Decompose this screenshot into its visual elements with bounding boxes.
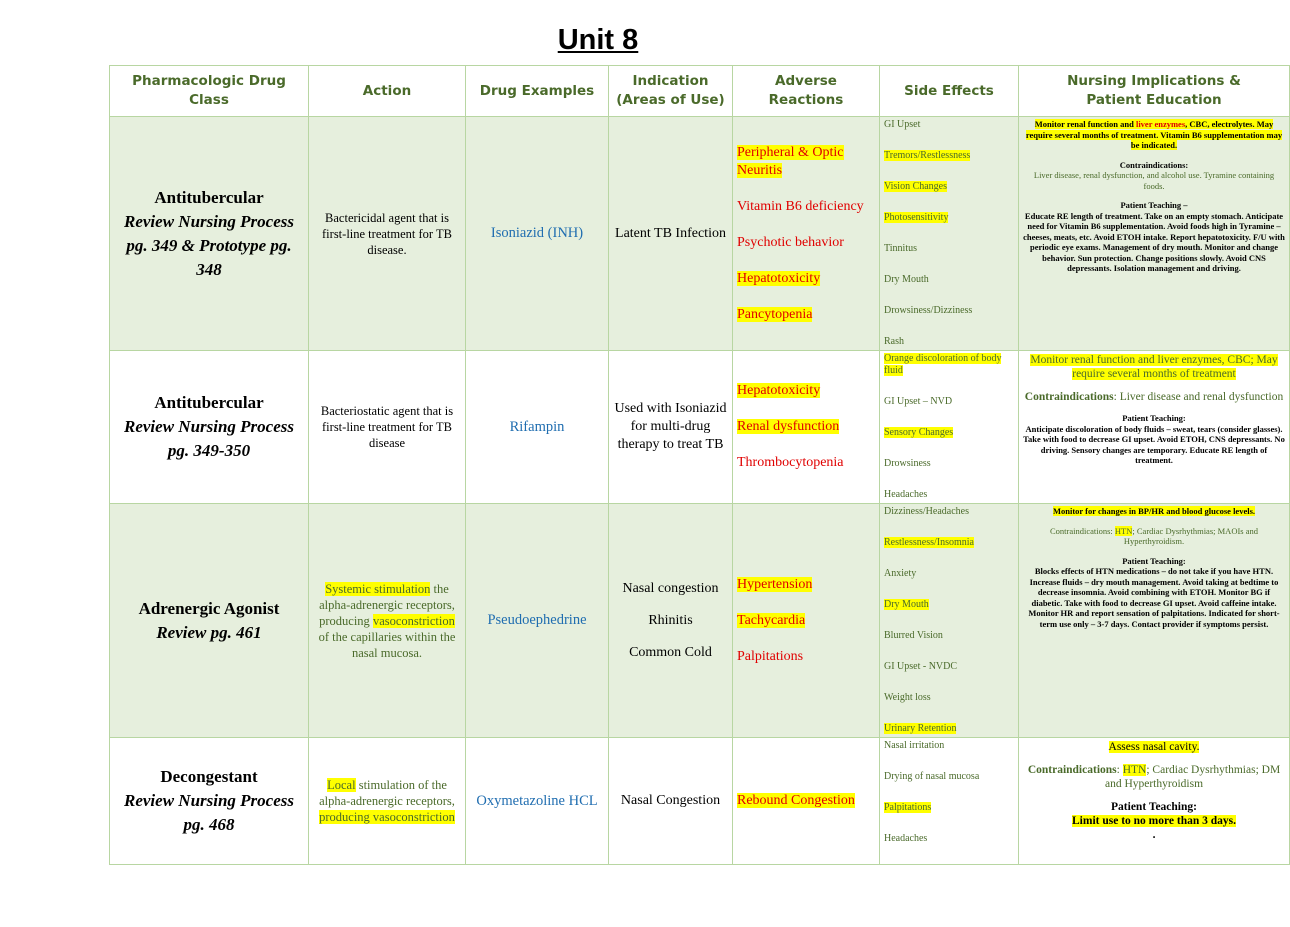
- monitoring-note: Monitor renal function and liver enzymes, CBC; May require several months of treatment: [1030, 354, 1278, 380]
- drug-class-name: Adrenergic Agonist: [138, 598, 280, 618]
- side-effect-item: Dizziness/Headaches: [884, 506, 969, 517]
- adverse-reaction-item: Palpitations: [737, 648, 804, 664]
- nursing-implications-cell: [1019, 117, 1290, 351]
- drug-class-reference: Review pg. 461: [156, 622, 262, 642]
- adverse-reaction-item: Hepatotoxicity: [737, 270, 821, 286]
- side-effect-item: GI Upset: [884, 119, 921, 130]
- monitoring-note: Monitor renal function and liver enzymes, CBC, electrolytes. May require several months of treatment. Vitamin B6 supplementation may be indicated.: [1025, 119, 1283, 150]
- adverse-reaction-item: Vitamin B6 deficiency: [737, 198, 864, 214]
- side-effect-item: Photosensitivity: [884, 212, 949, 223]
- drug-table-container: [109, 65, 1285, 855]
- side-effect-item: Rash: [884, 336, 904, 347]
- header-action: Action: [309, 66, 466, 117]
- drug-example-cell: Pseudoephedrine: [466, 504, 609, 738]
- adverse-reaction-item: Rebound Congestion: [737, 793, 855, 808]
- adverse-reaction-item: Thrombocytopenia: [737, 455, 844, 470]
- side-effect-item: Urinary Retention: [884, 723, 957, 734]
- indication-item: Rhinitis: [648, 612, 693, 628]
- action-cell: Local stimulation of the alpha-adrenergic receptors, producing vasoconstriction: [309, 738, 466, 865]
- page-title: Unit 8: [557, 24, 639, 56]
- nursing-implications-cell: [1019, 351, 1290, 504]
- table-row: [110, 351, 1290, 504]
- drug-class-reference: Review Nursing Process pg. 349-350: [124, 417, 294, 460]
- drug-example-cell: Rifampin: [466, 351, 609, 504]
- nursing-implications-cell: [1019, 504, 1290, 738]
- indication-cell: [609, 117, 733, 351]
- monitoring-note: Monitor for changes in BP/HR and blood glucose levels.: [1052, 506, 1256, 516]
- patient-teaching-note: Patient Teaching: Anticipate discoloration of body fluids – sweat, tears (consider glasses). Take with food to decrease GI upset. Avoid ETOH, CNS depressants. No driving. Sensory changes are temporary. Educate RE length of treatment.: [1023, 413, 1285, 465]
- drug-class-cell: [110, 117, 309, 351]
- drug-example-cell: Isoniazid (INH): [466, 117, 609, 351]
- drug-example-cell: Oxymetazoline HCL: [466, 738, 609, 865]
- adverse-reaction-item: Renal dysfunction: [737, 419, 840, 434]
- table-row: [110, 738, 1290, 865]
- side-effect-item: Drying of nasal mucosa: [884, 771, 980, 782]
- contraindications-note: Contraindications: Liver disease and renal dysfunction: [1024, 391, 1284, 403]
- patient-teaching-note: Patient Teaching – Educate RE length of treatment. Take on an empty stomach. Anticipate need for Vitamin B6 supplementation. Avoid foods high in Tyramine – cheeses, meats, etc. Avoid ETOH intake. Report hepatotoxicity. F/U with periodic eye exams. Management of dry mouth. Monitor and change behavior. Sun protection. Change positions slowly. Avoid CNS depressants. Isolation management and driving.: [1023, 200, 1285, 273]
- side-effect-item: Palpitations: [884, 802, 932, 813]
- side-effect-item: Headaches: [884, 833, 928, 844]
- header-row: [110, 66, 1290, 117]
- indication-item: Latent TB Infection: [615, 225, 726, 241]
- monitoring-note: Assess nasal cavity.: [1108, 741, 1200, 753]
- drug-class-name: Antitubercular: [154, 187, 264, 207]
- drug-class-cell: [110, 738, 309, 865]
- side-effect-item: Headaches: [884, 489, 928, 500]
- side-effect-item: Drowsiness/Dizziness: [884, 305, 973, 316]
- side-effects-cell: [880, 351, 1019, 504]
- side-effect-item: GI Upset – NVD: [884, 396, 953, 407]
- side-effect-item: Weight loss: [884, 692, 931, 703]
- side-effect-item: Drowsiness: [884, 458, 931, 469]
- adverse-reaction-item: Peripheral & Optic Neuritis: [737, 144, 844, 178]
- drug-class-reference: Review Nursing Process pg. 349 & Prototype pg. 348: [124, 211, 294, 279]
- header-drug-class: Pharmacologic Drug Class: [110, 66, 309, 117]
- drug-class-cell: [110, 504, 309, 738]
- header-adverse-reactions: Adverse Reactions: [733, 66, 880, 117]
- side-effects-cell: [880, 504, 1019, 738]
- adverse-reaction-item: Hypertension: [737, 576, 813, 592]
- indication-item: Common Cold: [629, 644, 712, 660]
- side-effect-item: Dry Mouth: [884, 274, 929, 285]
- action-cell: Systemic stimulation the alpha-adrenergic receptors, producing vasoconstriction of the capillaries within the nasal mucosa.: [309, 504, 466, 738]
- drug-class-cell: [110, 351, 309, 504]
- side-effect-item: Dry Mouth: [884, 599, 929, 610]
- header-side-effects: Side Effects: [880, 66, 1019, 117]
- adverse-reactions-cell: [733, 738, 880, 865]
- header-drug-examples: Drug Examples: [466, 66, 609, 117]
- contraindications-note: Contraindications: Liver disease, renal dysfunction, and alcohol use. Tyramine containing foods.: [1033, 159, 1275, 191]
- table-row: [110, 117, 1290, 351]
- drug-class-name: Decongestant: [160, 767, 258, 786]
- side-effects-cell: [880, 117, 1019, 351]
- nursing-implications-cell: [1019, 738, 1290, 865]
- side-effect-item: Blurred Vision: [884, 630, 943, 641]
- adverse-reaction-item: Pancytopenia: [737, 306, 813, 322]
- indication-cell: [609, 738, 733, 865]
- action-cell: Bactericidal agent that is first-line treatment for TB disease.: [309, 117, 466, 351]
- adverse-reactions-cell: [733, 351, 880, 504]
- adverse-reaction-item: Tachycardia: [737, 612, 806, 628]
- contraindications-note: Contraindications: HTN; Cardiac Dysrhythmias; DM and Hyperthyroidism: [1027, 764, 1281, 790]
- side-effect-item: Vision Changes: [884, 181, 948, 192]
- side-effect-item: GI Upset - NVDC: [884, 661, 958, 672]
- side-effect-item: Tremors/Restlessness: [884, 150, 971, 161]
- table-row: [110, 504, 1290, 738]
- side-effect-item: Restlessness/Insomnia: [884, 537, 974, 548]
- patient-teaching-note: Patient Teaching: Limit use to no more than 3 days. .: [1072, 801, 1236, 841]
- indication-item: Nasal congestion: [622, 580, 719, 596]
- indication-item: Nasal Congestion: [620, 793, 721, 808]
- drug-class-reference: Review Nursing Process pg. 468: [124, 791, 294, 834]
- side-effect-item: Tinnitus: [884, 243, 917, 254]
- adverse-reactions-cell: [733, 504, 880, 738]
- side-effect-item: Sensory Changes: [884, 427, 954, 438]
- adverse-reaction-item: Psychotic behavior: [737, 234, 844, 250]
- header-indication: Indication (Areas of Use): [609, 66, 733, 117]
- side-effects-cell: [880, 738, 1019, 865]
- drug-table: [109, 65, 1290, 865]
- header-nursing-implications: Nursing Implications & Patient Education: [1019, 66, 1290, 117]
- side-effect-item: Anxiety: [884, 568, 917, 579]
- indication-cell: [609, 351, 733, 504]
- adverse-reaction-item: Hepatotoxicity: [737, 383, 821, 398]
- patient-teaching-note: Patient Teaching: Blocks effects of HTN medications – do not take if you have HTN. Increase fluids – dry mouth management. Avoid taking at bedtime to decrease insomnia. Avoid combining with ETOH. Monitor BG if diabetic. Take with food to decrease GI upset. Avoid caffeine intake. Monitor HR and report sensation of palpitations. Indicated for short-term use only – 3-7 days. Contact provider if symptoms persist.: [1028, 555, 1280, 629]
- contraindications-note: Contraindications: HTN; Cardiac Dysrhythmias; MAOIs and Hyperthyroidism.: [1050, 525, 1258, 546]
- drug-class-name: Antitubercular: [154, 393, 264, 412]
- side-effect-item: Nasal irritation: [884, 740, 945, 751]
- indication-cell: [609, 504, 733, 738]
- side-effect-item: Orange discoloration of body fluid: [884, 353, 1002, 376]
- indication-item: Used with Isoniazid for multi-drug therapy to treat TB: [614, 401, 727, 452]
- action-cell: Bacteriostatic agent that is first-line treatment for TB disease: [309, 351, 466, 504]
- adverse-reactions-cell: [733, 117, 880, 351]
